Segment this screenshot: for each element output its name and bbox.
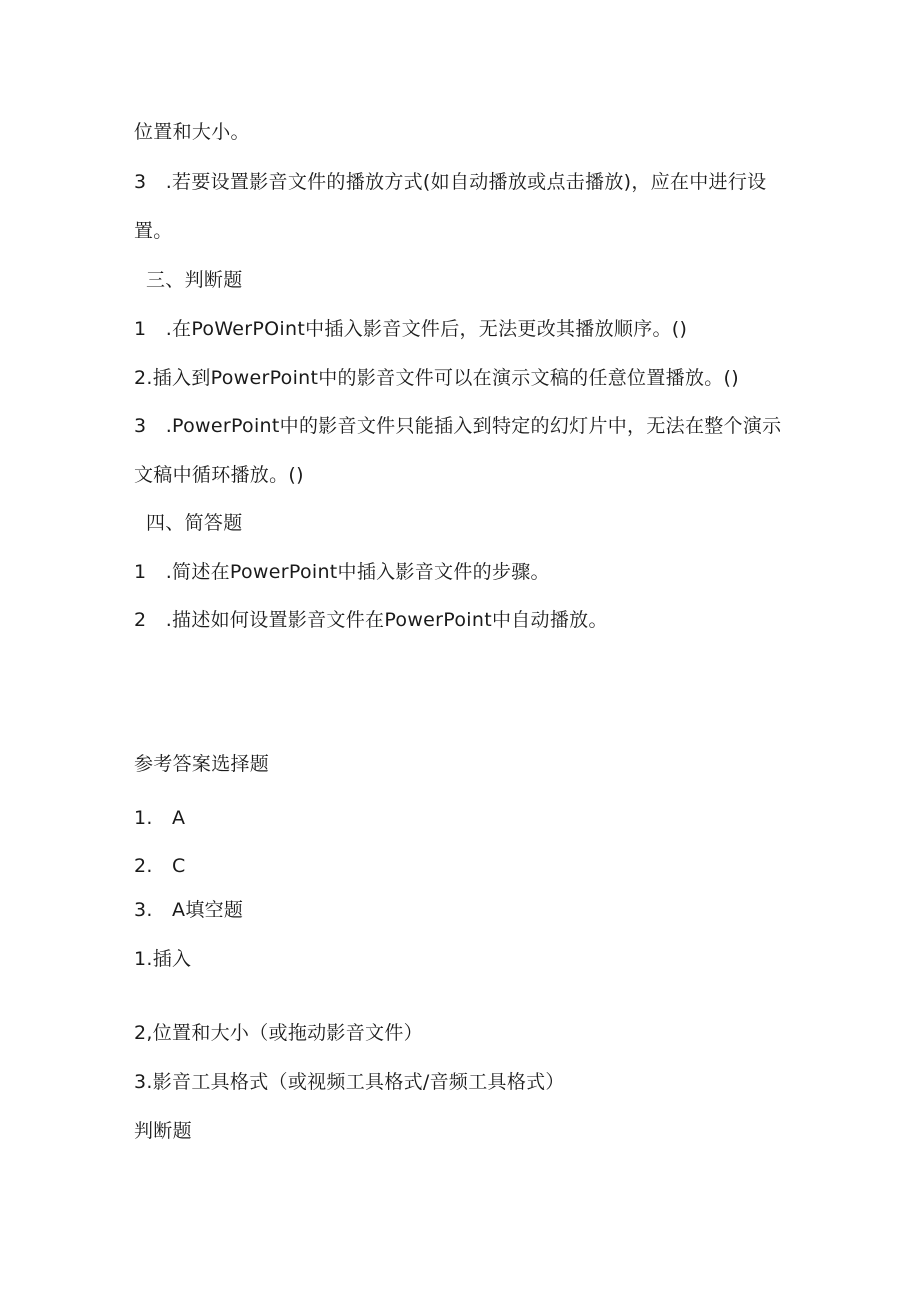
answer-fill-2: 2,位置和大小（或拖动影音文件）	[134, 1022, 423, 1044]
continuation-line: 位置和大小。	[134, 121, 250, 143]
tf-question-3-line-2: 文稿中循环播放。()	[134, 464, 304, 486]
fill-question-3-line-2: 置。	[134, 220, 173, 242]
short-answer-question-1: 1 .简述在PowerPoint中插入影音文件的步骤。	[134, 561, 550, 583]
tf-question-1: 1 .在PoWerPOint中插入影音文件后，无法更改其播放顺序。()	[134, 318, 688, 340]
short-answer-question-2: 2 .描述如何设置影音文件在PowerPoint中自动播放。	[134, 609, 608, 631]
tf-question-2: 2.插入到PowerPoint中的影音文件可以在演示文稿的任意位置播放。()	[134, 367, 739, 389]
answer-fill-3: 3.影音工具格式（或视频工具格式/音频工具格式）	[134, 1071, 565, 1093]
answer-mc-1: 1. A	[134, 807, 186, 829]
answer-fill-1: 1.插入	[134, 948, 192, 970]
answers-tf-heading: 判断题	[134, 1120, 192, 1142]
answers-heading: 参考答案选择题	[134, 753, 270, 775]
answer-mc-2: 2. C	[134, 855, 186, 877]
tf-question-3-line-1: 3 .PowerPoint中的影音文件只能插入到特定的幻灯片中，无法在整个演示	[134, 415, 782, 437]
section-heading-true-false: 三、判断题	[146, 269, 243, 291]
section-heading-short-answer: 四、简答题	[146, 512, 243, 534]
fill-question-3-line-1: 3 .若要设置影音文件的播放方式(如自动播放或点击播放)，应在中进行设	[134, 171, 767, 193]
answer-mc-3: 3. A填空题	[134, 899, 244, 921]
